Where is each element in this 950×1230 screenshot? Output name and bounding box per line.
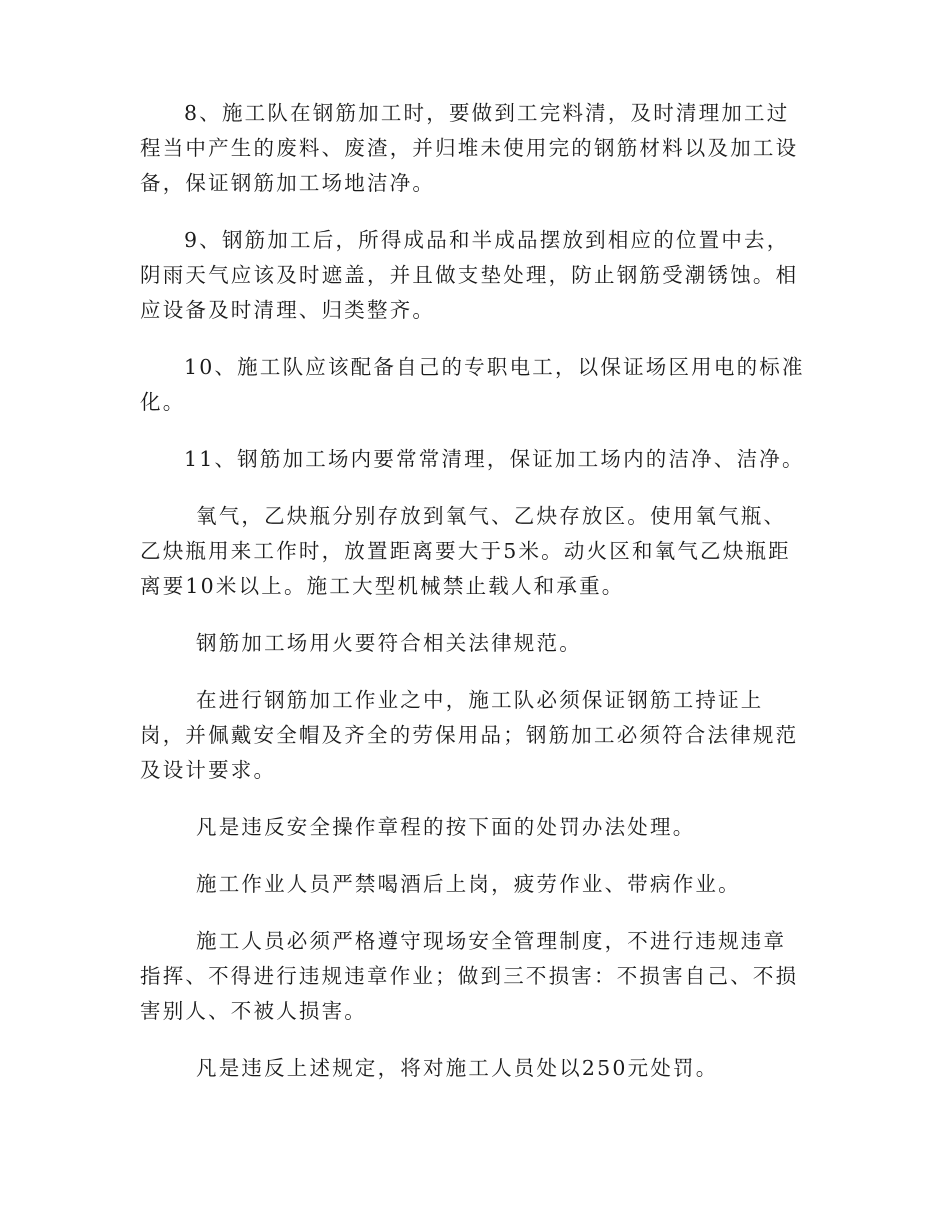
paragraph-item-10: 10、施工队应该配备自己的专职电工，以保证场区用电的标准化。 bbox=[140, 355, 805, 414]
paragraph-penalty-amount: 凡是违反上述规定，将对施工人员处以250元处罚。 bbox=[196, 1056, 719, 1080]
paragraph-no-drinking: 施工作业人员严禁喝酒后上岗，疲劳作业、带病作业。 bbox=[196, 872, 741, 896]
paragraph-item-8: 8、施工队在钢筋加工时，要做到工完料清，及时清理加工过程当中产生的废料、废渣，并归堆未使用完的钢筋材料以及加工设备，保证钢筋加工场地洁净。 bbox=[140, 101, 799, 195]
document-page bbox=[140, 96, 808, 1108]
paragraph-safety-rules: 施工人员必须严格遵守现场安全管理制度，不进行违规违章指挥、不得进行违规违章作业；做到三不损害：不损害自己、不损害别人、不被人损害。 bbox=[140, 929, 799, 1023]
paragraph-fire-use: 钢筋加工场用火要符合相关法律规范。 bbox=[196, 631, 582, 655]
paragraph-certification: 在进行钢筋加工作业之中，施工队必须保证钢筋工持证上岗，并佩戴安全帽及齐全的劳保用品；钢筋加工必须符合法律规范及设计要求。 bbox=[140, 688, 799, 782]
paragraph-oxygen-acetylene: 氧气，乙炔瓶分别存放到氧气、乙炔存放区。使用氧气瓶、乙炔瓶用来工作时，放置距离要大于5米。动火区和氧气乙炔瓶距离要10米以上。施工大型机械禁止载人和承重。 bbox=[140, 504, 791, 598]
paragraph-penalty-intro: 凡是违反安全操作章程的按下面的处罚办法处理。 bbox=[196, 815, 696, 839]
paragraph-item-11: 11、钢筋加工场内要常常清理，保证加工场内的洁净、洁净。 bbox=[184, 447, 805, 471]
paragraph-item-9: 9、钢筋加工后，所得成品和半成品摆放到相应的位置中去，阴雨天气应该及时遮盖，并且做支垫处理，防止钢筋受潮锈蚀。相应设备及时清理、归类整齐。 bbox=[140, 228, 799, 322]
